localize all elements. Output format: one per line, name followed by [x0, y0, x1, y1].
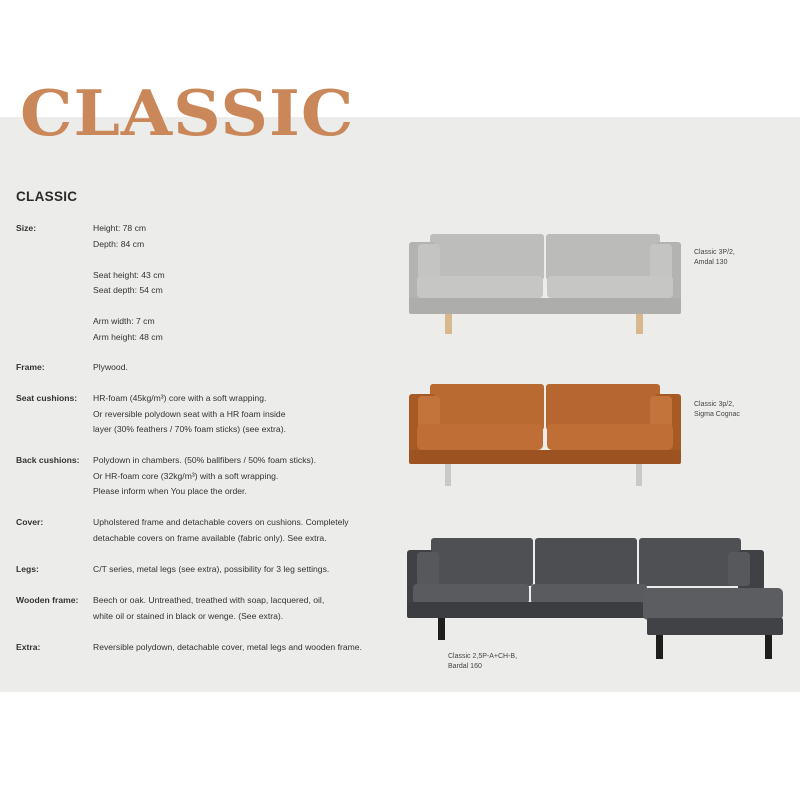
spec-line: Seat height: 43 cm: [93, 269, 165, 280]
caption-dark-sofa: [448, 652, 517, 672]
spec-value: [93, 515, 393, 546]
spec-line: detachable covers on frame available (fabric only). See extra.: [93, 532, 327, 543]
spec-line: Reversible polydown, detachable cover, metal legs and wooden frame.: [93, 642, 362, 652]
spec-label: Frame:: [16, 362, 45, 372]
caption-line: Amdal 130: [694, 259, 728, 266]
grey-sofa-image: [405, 228, 685, 338]
spec-label: Back cushions:: [16, 455, 80, 465]
spec-line: Seat depth: 54 cm: [93, 285, 163, 295]
spec-value: [93, 562, 393, 578]
spec-value: [93, 391, 393, 438]
caption-line: Classic 3P/2,: [694, 249, 735, 256]
spec-line: Polydown in chambers. (50% ballfibers / 50% foam sticks).: [93, 455, 317, 465]
spec-line: Upholstered frame and detachable covers on cushions. Completely: [93, 517, 349, 527]
spec-label: Legs:: [16, 564, 39, 574]
spec-label: Cover:: [16, 517, 44, 527]
spec-line: Please inform when You place the order.: [93, 486, 247, 496]
spec-line: Arm width: 7 cm: [93, 316, 155, 326]
spec-line: layer (30% feathers / 70% foam sticks) (see extra).: [93, 424, 286, 434]
spec-label: Wooden frame:: [16, 595, 79, 605]
doc-heading: CLASSIC: [16, 189, 78, 204]
caption-line: Bardal 160: [448, 663, 482, 670]
spec-line: Height: 78 cm: [93, 223, 147, 233]
caption-line: Classic 2,5P-A+CH-B,: [448, 653, 518, 660]
caption-cognac-sofa: [694, 400, 740, 420]
spec-value: [93, 453, 393, 500]
spec-value: [93, 593, 393, 624]
spec-line: HR-foam (45kg/m³) core with a soft wrapping.: [93, 393, 267, 403]
spec-value: [93, 640, 393, 656]
spec-line: Depth: 84 cm: [93, 238, 145, 249]
spec-value: [93, 221, 393, 345]
caption-line: Sigma Cognac: [694, 411, 740, 418]
dark-corner-sofa-image: [403, 534, 788, 662]
caption-grey-sofa: [694, 248, 735, 268]
spec-line: C/T series, metal legs (see extra), possibility for 3 leg settings.: [93, 564, 330, 574]
spec-label: Size:: [16, 223, 37, 233]
caption-line: Classic 3p/2,: [694, 401, 735, 408]
spec-value: [93, 360, 393, 376]
spec-line: Beech or oak. Untreathed, treathed with soap, lacquered, oil,: [93, 595, 325, 605]
spec-line: white oil or stained in black or wenge. (See extra).: [93, 610, 284, 621]
spec-label: Extra:: [16, 642, 41, 652]
spec-line: Or HR-foam core (32kg/m³) with a soft wrapping.: [93, 470, 279, 481]
cognac-sofa-image: [405, 380, 685, 490]
spec-line: Arm height: 48 cm: [93, 331, 163, 342]
spec-label: Seat cushions:: [16, 393, 78, 403]
spec-line: Or reversible polydown seat with a HR foam inside: [93, 408, 286, 419]
hero-title: CLASSIC: [20, 76, 355, 151]
spec-line: Plywood.: [93, 362, 128, 372]
